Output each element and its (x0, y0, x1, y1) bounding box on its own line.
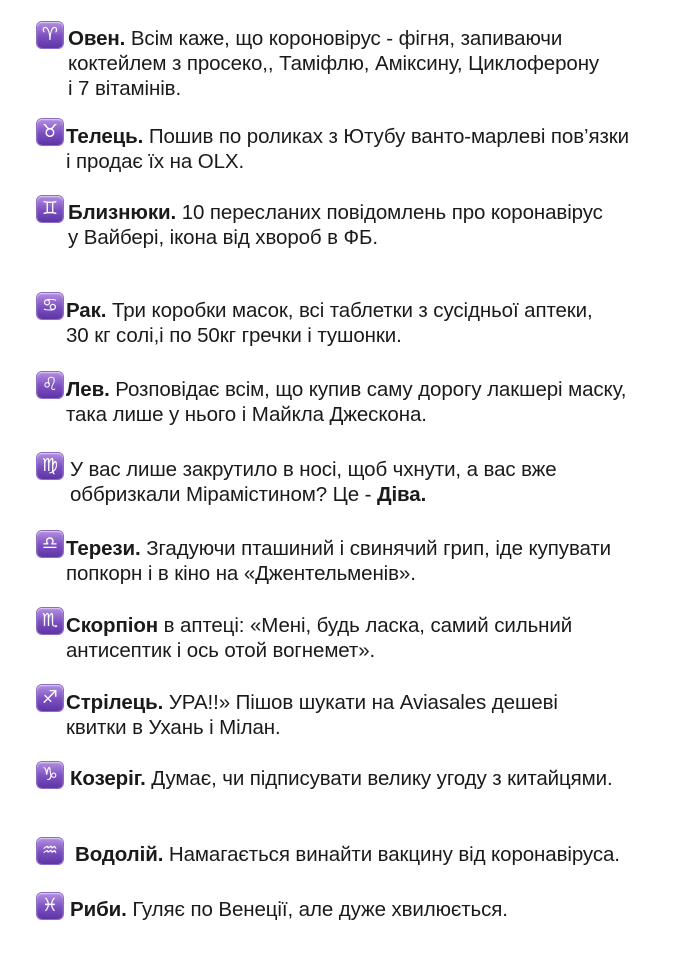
sign-name: Рак. (66, 299, 107, 322)
entry-line (68, 26, 562, 51)
entry-line-3: і 7 вітамінів. (68, 77, 182, 100)
entry-text: Розповідає всім, що купив саму дорогу лакшері маску, (109, 378, 627, 401)
entry-line (66, 613, 572, 638)
entry-line-2: попкорн і в кіно на «Джентельменів». (66, 562, 416, 585)
entry-line-2: 30 кг солі,і по 50кг гречки і тушонки. (66, 324, 402, 347)
entry-line (68, 200, 603, 225)
sign-name: Козеріг. (70, 767, 146, 790)
scorpio-icon: ♏ (37, 608, 63, 634)
entry-line (75, 842, 620, 867)
virgo-icon: ♍ (37, 453, 63, 479)
entry-text: Намагається винайти вакцину від коронавіруса. (163, 843, 620, 866)
entry-text: Згадуючи пташиний і свинячий грип, іде купувати (140, 537, 611, 560)
gemini-icon: ♊ (37, 196, 63, 222)
sign-name: Водолій. (75, 843, 164, 866)
entry-text: Три коробки масок, всі таблетки з сусідньої аптеки, (106, 299, 593, 322)
entry-text: в аптеці: «Мені, будь ласка, самий сильний (158, 614, 573, 637)
entry-line-2: у Вайбері, ікона від хвороб в ФБ. (68, 226, 378, 249)
entry-line-2: коктейлем з просеко,, Таміфлю, Аміксину, Циклоферону (68, 52, 600, 75)
sign-name: Стрілець. (66, 691, 164, 714)
leo-icon: ♌ (37, 372, 63, 398)
sign-name: Терези. (66, 537, 141, 560)
sign-name: Скорпіон (66, 614, 159, 637)
entry-line (66, 298, 593, 323)
aries-icon: ♈ (37, 22, 63, 48)
entry-text: Думає, чи підписувати велику угоду з китайцями. (145, 767, 613, 790)
entry-text: УРА!!» Пішов шукати на Aviasales дешеві (163, 691, 558, 714)
entry-line-2 (70, 482, 426, 507)
capricorn-icon: ♑ (37, 762, 63, 788)
entry-text: Всім каже, що короновірус - фігня, запиваючи (125, 27, 563, 50)
entry-line-2: квитки в Ухань і Мілан. (66, 716, 281, 739)
sign-name: Риби. (70, 898, 127, 921)
entry-line (70, 766, 613, 791)
entry-line-2: і продає їх на OLX. (66, 150, 245, 173)
entry-line (66, 124, 629, 149)
aquarius-icon: ♒ (37, 838, 63, 864)
entry-line: У вас лише закрутило в носі, щоб чхнути, а вас вже (70, 458, 557, 481)
taurus-icon: ♉ (37, 119, 63, 145)
entry-line (66, 377, 626, 402)
sign-name: Лев. (66, 378, 110, 401)
entry-text: 10 пересланих повідомлень про коронавірус (176, 201, 603, 224)
entry-text: оббризкали Мірамістином? Це - (70, 483, 377, 506)
sign-name: Овен. (68, 27, 126, 50)
entry-line (70, 897, 508, 922)
entry-line (66, 690, 558, 715)
entry-line-2: антисептик і ось отой вогнемет». (66, 639, 376, 662)
libra-icon: ♎ (37, 531, 63, 557)
pisces-icon: ♓ (37, 893, 63, 919)
sagittarius-icon: ♐ (37, 685, 63, 711)
entry-line (66, 536, 611, 561)
cancer-icon: ♋ (37, 293, 63, 319)
entry-line-2: така лише у нього і Майкла Джескона. (66, 403, 427, 426)
sign-name: Близнюки. (68, 201, 177, 224)
sign-name: Діва. (376, 483, 427, 506)
entry-text: Гуляє по Венеції, але дуже хвилюється. (126, 898, 508, 921)
sign-name: Телець. (66, 125, 144, 148)
entry-text: Пошив по роликах з Ютубу ванто-марлеві пов’язки (143, 125, 629, 148)
